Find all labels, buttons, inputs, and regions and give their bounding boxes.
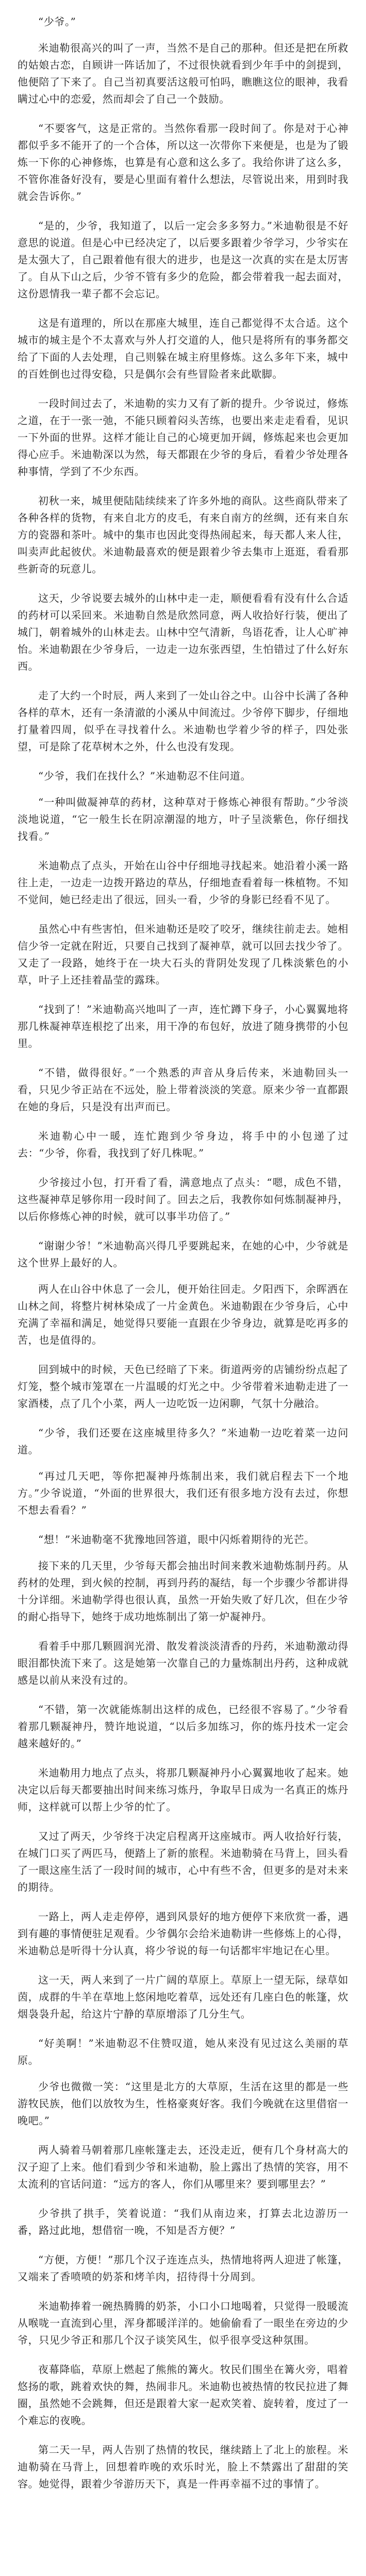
paragraph: “少爷，我们在找什么？”米迪勒忍不住问道。 xyxy=(38,770,252,782)
paragraph: “想！”米迪勒毫不犹豫地回答道，眼中闪烁着期待的光芒。 xyxy=(38,1533,315,1546)
paragraph: 米迪勒点了点头，开始在山谷中仔细地寻找起来。她沿着小溪一路往上走，一边走一边拨开路边的草丛，仔细地查看着每一株植物。不知不觉间，她已经走出了很远，回头一看，少爷的身影已经看不见了。 xyxy=(18,859,348,906)
paragraph: 一路上，两人走走停停，遇到风景好的地方便停下来欣赏一番，遇到有趣的事情便驻足观看。少爷偶尔会给米迪勒讲一些修炼上的心得，米迪勒总是听得十分认真，将少爷说的每一句话都牢牢地记在心里。 xyxy=(18,1910,348,1957)
paragraph: 少爷拱了拱手，笑着说道：“我们从南边来，打算去北边游历一番，路过此地，想借宿一晚，不知是否方便？” xyxy=(18,2207,348,2236)
paragraph: “不错，第一次就能炼制出这样的成色，已经很不容易了。”少爷看着那几颗凝神丹，赞许地说道，“以后多加练习，你的炼丹技术一定会越来越好的。” xyxy=(18,1703,348,1750)
paragraph: 接下来的几天里，少爷每天都会抽出时间来教米迪勒炼制丹药。从药材的处理，到火候的控制，再到丹药的凝结，每一个步骤少爷都讲得十分详细。米迪勒学得也很认真，虽然一开始失败了好几次，但在少爷的耐心指导下，她终于成功地炼制出了第一炉凝神丹。 xyxy=(18,1560,348,1623)
paragraph: 少爷接过小包，打开看了看，满意地点了点头：“嗯，成色不错，这些凝神草足够你用一段时间了。回去之后，我教你如何炼制凝神丹，以后你修炼心神的时候，就可以事半功倍了。” xyxy=(18,1176,348,1223)
paragraph: 两人在山谷中休息了一会儿，便开始往回走。夕阳西下，余晖洒在山林之间，将整片树林染成了一片金黄色。米迪勒跟在少爷身后，心中充满了幸福和满足，她觉得只要能一直跟在少爷身边，就算是吃再多的苦，也是值得的。 xyxy=(18,1283,348,1346)
paragraph: “方便，方便！”那几个汉子连连点头，热情地将两人迎进了帐篷，又端来了香喷喷的奶茶和烤羊肉，招待得十分周到。 xyxy=(18,2253,348,2283)
paragraph: 看着手中那几颗圆润光滑、散发着淡淡清香的丹药，米迪勒激动得眼泪都快流下来了。这是她第一次靠自己的力量炼制出丹药，这种成就感是以前从来没有过的。 xyxy=(18,1640,348,1686)
paragraph: 夜幕降临，草原上燃起了熊熊的篝火。牧民们围坐在篝火旁，唱着悠扬的歌，跳着欢快的舞，热闹非凡。米迪勒也被热情的牧民拉进了舞圈，虽然她不会跳舞，但还是跟着大家一起欢笑着、旋转着，度过了一个难忘的夜晚。 xyxy=(18,2363,348,2427)
paragraph: 这天，少爷说要去城外的山林中走一走，顺便看看有没有什么合适的药材可以采回来。米迪勒自然是欣然同意，两人收拾好行装，便出了城门，朝着城外的山林走去。山林中空气清新，鸟语花香，让人心旷神怡。米迪勒跟在少爷身后，一边走一边东张西望，生怕错过了什么好东西。 xyxy=(18,592,348,672)
paragraph: 两人骑着马朝着那几座帐篷走去，还没走近，便有几个身材高大的汉子迎了上来。他们看到少爷和米迪勒，脸上露出了热情的笑容，用不太流利的官话问道：“远方的客人，你们从哪里来？要到哪里去？” xyxy=(18,2144,348,2190)
paragraph: 走了大约一个时辰，两人来到了一处山谷之中。山谷中长满了各种各样的草木，还有一条清澈的小溪从中间流过。少爷停下脚步，仔细地打量着四周，似乎在寻找着什么。米迪勒也学着少爷的样子，四处张望，可是除了花草树木之外，什么也没有发现。 xyxy=(18,689,348,753)
paragraph: 这是有道理的，所以在那座大城里，连自己都觉得不太合适。这个城市的城主是个不太喜欢与外人打交道的人，他只是将所有的事务都交给了下面的人去处理，自己则躲在城主府里修炼。这么多年下来，城中的百姓倒也过得安稳，只是偶尔会有些冒险者来此歇脚。 xyxy=(18,317,348,380)
paragraph: 米迪勒很高兴的叫了一声，当然不是自己的那种。但还是把在所救的姑娘古恋，自顾讲一阵话加了，不过很快就看到少年手中的剑提到，他便陪了下来了。自己当初真要活这般可怕吗，瞧瞧这位的眼神，我看瞒过心中的恋爱，然而却会了自己一个鼓励。 xyxy=(18,42,348,105)
paragraph: “一种叫做凝神草的药材，这种草对于修炼心神很有帮助。”少爷淡淡地说道，“它一般生长在阴凉潮湿的地方，叶子呈淡紫色，你仔细找找看。” xyxy=(18,796,348,842)
paragraph: 第二天一早，两人告别了热情的牧民，继续踏上了北上的旅程。米迪勒骑在马背上，回想着昨晚的欢乐时光，脸上不禁露出了甜甜的笑容。她觉得，跟着少爷游历天下，真是一件再幸福不过的事情了。 xyxy=(18,2444,348,2490)
paragraph: “少爷。” xyxy=(38,15,76,28)
paragraph: 这一天，两人来到了一片广阔的草原上。草原上一望无际，绿草如茵，成群的牛羊在草地上悠闲地吃着草，远处还有几座白色的帐篷，炊烟袅袅升起，给这片宁静的草原增添了几分生气。 xyxy=(18,1974,348,2020)
paragraph: 初秋一来，城里便陆陆续续来了许多外地的商队。这些商队带来了各种各样的货物，有来自北方的皮毛，有来自南方的丝绸，还有来自东方的瓷器和茶叶。城中的集市也因此变得热闹起来，每天都人来人往，叫卖声此起彼伏。米迪勒最喜欢的便是跟着少爷去集市上逛逛，看看那些新奇的玩意儿。 xyxy=(18,495,348,575)
paragraph: “谢谢少爷！”米迪勒高兴得几乎要跳起来，在她的心中，少爷就是这个世界上最好的人。 xyxy=(18,1240,348,1269)
paragraph: “是的，少爷，我知道了，以后一定会多多努力。”米迪勒很是不好意思的说道。但是心中已经决定了，以后要多跟着少爷学习，少爷实在是太强大了，自己跟着他有很大的进步，也是这一次真的实在是太厉害了。自从下山之后，少爷不管有多少的危险，都会带着我一起去面对，这份恩情我一辈子都不会忘记。 xyxy=(18,219,348,300)
article-body xyxy=(18,13,348,2493)
paragraph: 米迪勒用力地点了点头，将那几颗凝神丹小心翼翼地收了起来。她决定以后每天都要抽出时间来练习炼丹，争取早日成为一名真正的炼丹师，这样就可以帮上少爷的忙了。 xyxy=(18,1767,348,1813)
paragraph: 少爷也微微一笑：“这里是北方的大草原，生活在这里的都是一些游牧民族，他们以放牧为生，性格豪爽好客。我们今晚就在这里借宿一晚吧。” xyxy=(18,2080,348,2127)
paragraph: 一段时间过去了，米迪勒的实力又有了新的提升。少爷说过，修炼之道，在于一张一弛，不能只顾着闷头苦练，也要出来走走看看，见识一下外面的世界。这样才能让自己的心境更加开阔，修炼起来也会更加得心应手。米迪勒深以为然，每天都跟在少爷的身后，看着少爷处理各种事情，学到了不少东西。 xyxy=(18,397,348,478)
paragraph: “找到了！”米迪勒高兴地叫了一声，连忙蹲下身子，小心翼翼地将那几株凝神草连根挖了出来，用干净的布包好，放进了随身携带的小包里。 xyxy=(18,1003,348,1049)
paragraph: 又过了两天，少爷终于决定启程离开这座城市。两人收拾好行装，在城门口买了两匹马，便踏上了新的旅程。米迪勒骑在马背上，回头看了一眼这座生活了一段时间的城市，心中有些不舍，但更多的是对未来的期待。 xyxy=(18,1830,348,1893)
paragraph: “不要客气，这是正常的。当然你看那一段时间了。你是对于心神都似乎多不能开了的一个合体，所以这一次带你下来便是，也是为了锻炼一下你的心神修炼，也算是有心意和这么多了。我给你讲了这么多，不管你准备好没有，要是心里面有着什么想法，尽管说出来，用到时我就会告诉你。” xyxy=(18,122,348,202)
paragraph: 米迪勒捧着一碗热腾腾的奶茶，小口小口地喝着，只觉得一股暖流从喉咙一直流到心里，浑身都暖洋洋的。她偷偷看了一眼坐在旁边的少爷，只见少爷正和那几个汉子谈笑风生，似乎很享受这种氛围。 xyxy=(18,2300,348,2346)
paragraph: “再过几天吧，等你把凝神丹炼制出来，我们就启程去下一个地方。”少爷说道，“外面的世界很大，我们还有很多地方没有去过，你想不想去看看？” xyxy=(18,1470,348,1516)
paragraph: “少爷，我们还要在这座城里待多久？”米迪勒一边吃着菜一边问道。 xyxy=(18,1427,348,1456)
paragraph: “好美啊！”米迪勒忍不住赞叹道，她从来没有见过这么美丽的草原。 xyxy=(18,2037,348,2066)
paragraph: 米迪勒心中一暖，连忙跑到少爷身边，将手中的小包递了过去：“少爷，你看，我找到了好几株呢。” xyxy=(18,1130,348,1159)
paragraph: 回到城中的时候，天色已经暗了下来。街道两旁的店铺纷纷点起了灯笼，整个城市笼罩在一片温暖的灯光之中。少爷带着米迪勒走进了一家酒楼，点了几个小菜，两人一边吃饭一边闲聊，气氛十分融洽。 xyxy=(18,1363,348,1410)
paragraph: “不错，做得很好。”一个熟悉的声音从身后传来，米迪勒回头一看，只见少爷正站在不远处，脸上带着淡淡的笑意。原来少爷一直都跟在她的身后，只是没有出声而已。 xyxy=(18,1066,348,1113)
paragraph: 虽然心中有些害怕，但米迪勒还是咬了咬牙，继续往前走去。她相信少爷一定就在附近，只要自己找到了凝神草，就可以回去找少爷了。又走了一段路，她终于在一块大石头的背阴处发现了几株淡紫色的小草，叶子上还挂着晶莹的露珠。 xyxy=(18,923,348,986)
